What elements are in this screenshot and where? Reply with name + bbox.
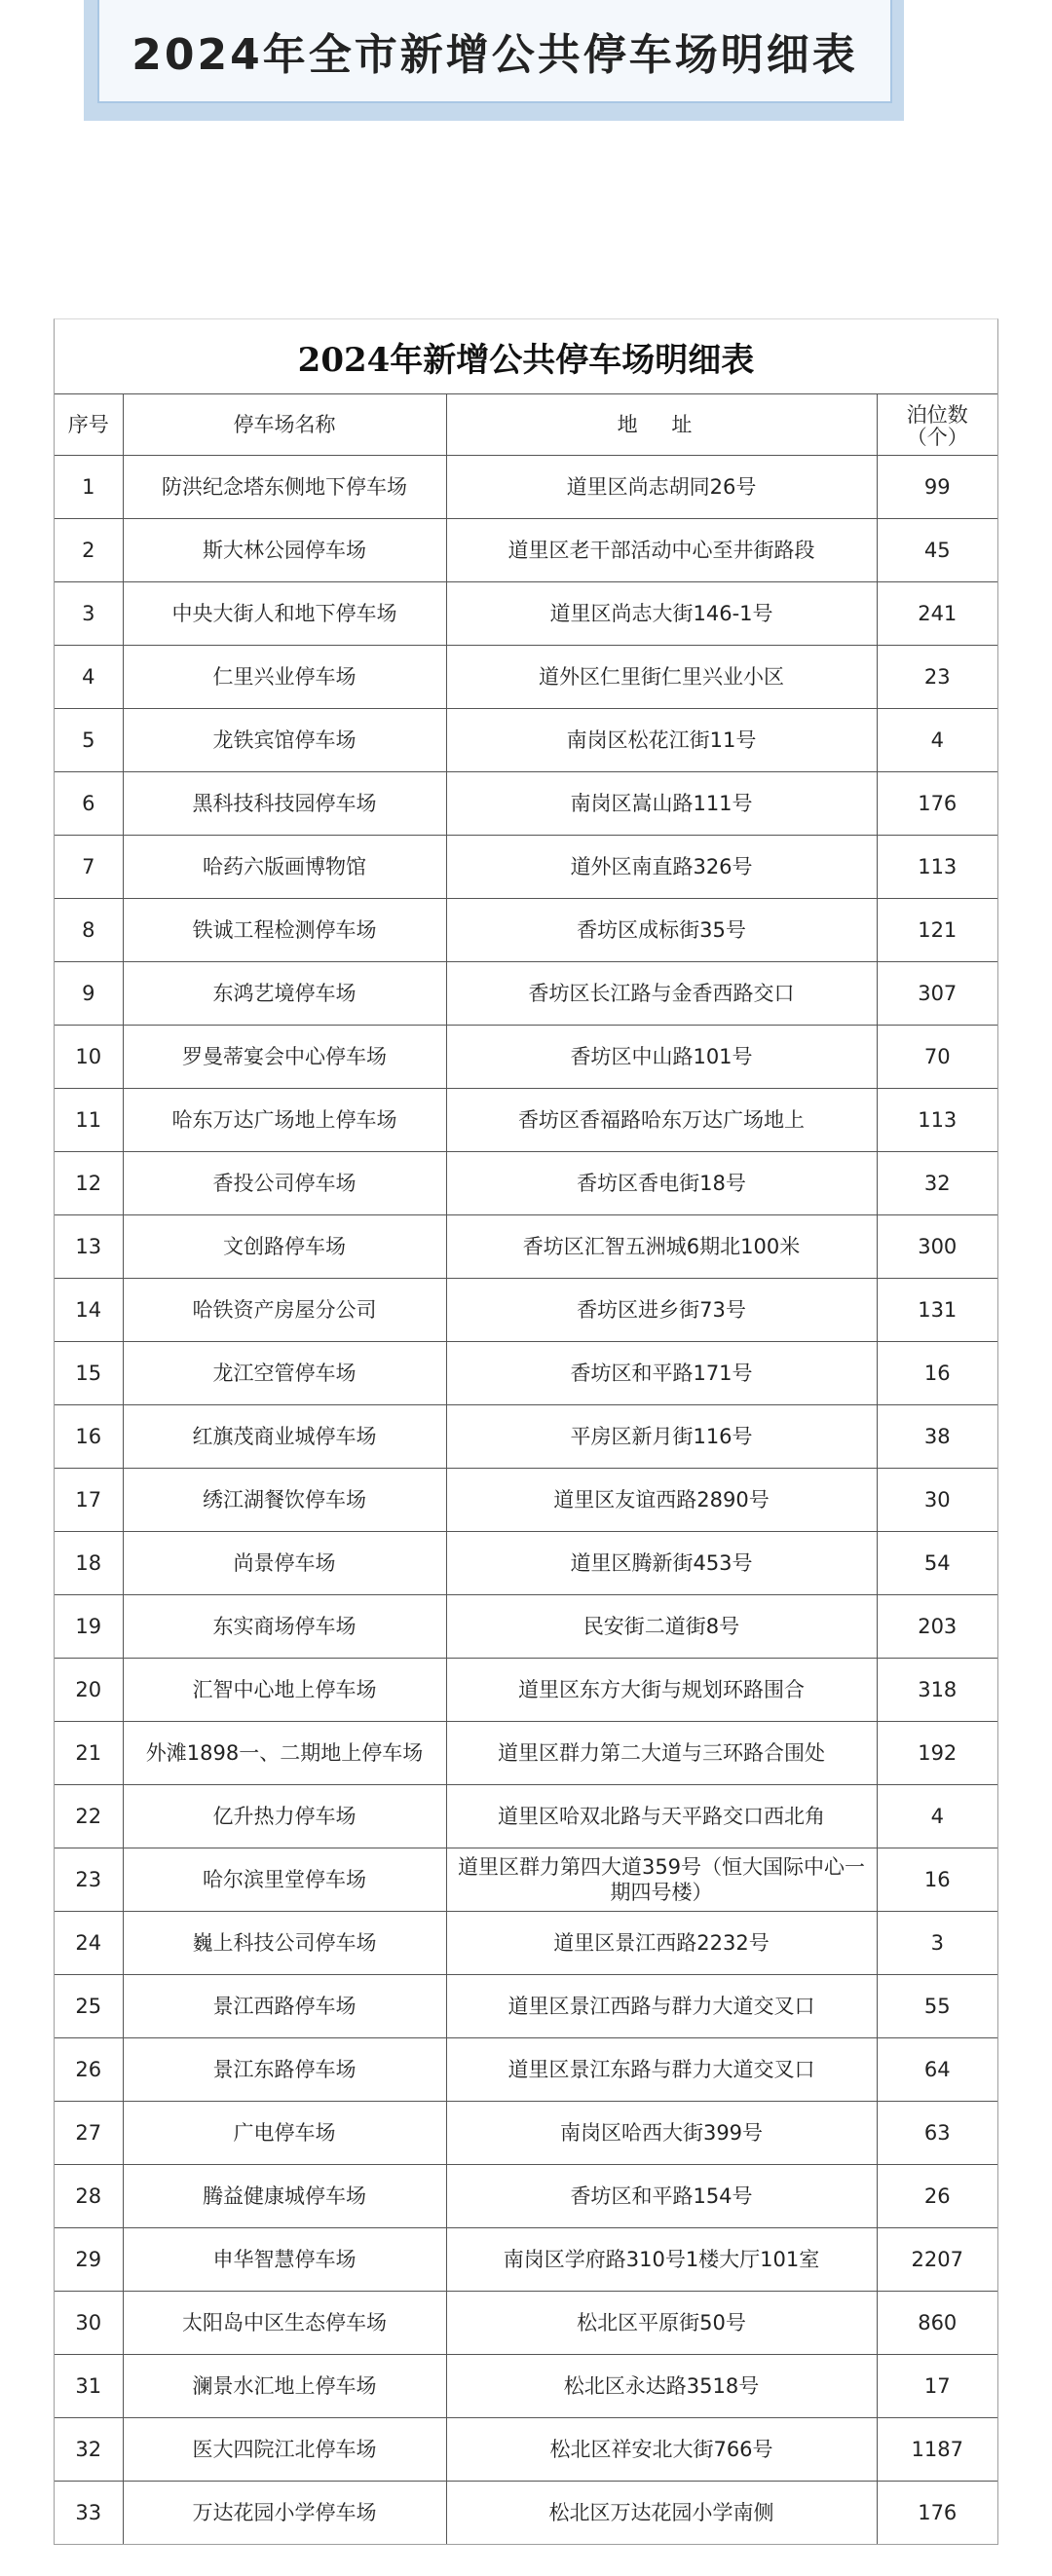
table-row (55, 1722, 997, 1785)
cell-address: 道外区仁里街仁里兴业小区 (446, 646, 877, 709)
cell-spaces: 131 (877, 1279, 997, 1342)
cell-name: 广电停车场 (123, 2102, 446, 2165)
cell-spaces: 38 (877, 1405, 997, 1469)
table-row (55, 2482, 997, 2545)
cell-name: 绣江湖餐饮停车场 (123, 1469, 446, 1532)
cell-address: 香坊区香福路哈东万达广场地上 (446, 1089, 877, 1152)
cell-index: 27 (55, 2102, 123, 2165)
cell-spaces: 2207 (877, 2228, 997, 2292)
table-row (55, 2102, 997, 2165)
table-row (55, 2292, 997, 2355)
cell-index: 15 (55, 1342, 123, 1405)
cell-name: 景江西路停车场 (123, 1975, 446, 2038)
cell-spaces: 860 (877, 2292, 997, 2355)
table-row (55, 1215, 997, 1279)
cell-index: 26 (55, 2038, 123, 2102)
cell-name: 哈东万达广场地上停车场 (123, 1089, 446, 1152)
cell-name: 哈尔滨里堂停车场 (123, 1848, 446, 1912)
cell-name: 万达花园小学停车场 (123, 2482, 446, 2545)
table-caption: 2024年新增公共停车场明细表 (55, 319, 997, 394)
header-address: 地 址 (446, 394, 877, 456)
table-row (55, 836, 997, 899)
table-row (55, 2038, 997, 2102)
cell-spaces: 30 (877, 1469, 997, 1532)
table-row (55, 456, 997, 519)
cell-address: 道里区景江西路2232号 (446, 1912, 877, 1975)
cell-spaces: 16 (877, 1342, 997, 1405)
cell-spaces: 113 (877, 836, 997, 899)
cell-index: 17 (55, 1469, 123, 1532)
table-row (55, 2355, 997, 2418)
cell-index: 14 (55, 1279, 123, 1342)
table-row (55, 582, 997, 646)
table-row (55, 1279, 997, 1342)
cell-spaces: 16 (877, 1848, 997, 1912)
cell-name: 香投公司停车场 (123, 1152, 446, 1215)
cell-spaces: 203 (877, 1595, 997, 1659)
header-index: 序号 (55, 394, 123, 456)
cell-address: 道里区哈双北路与天平路交口西北角 (446, 1785, 877, 1848)
table-row (55, 1912, 997, 1975)
cell-address: 松北区万达花园小学南侧 (446, 2482, 877, 2545)
cell-spaces: 241 (877, 582, 997, 646)
cell-spaces: 23 (877, 646, 997, 709)
cell-name: 黑科技科技园停车场 (123, 772, 446, 836)
cell-name: 太阳岛中区生态停车场 (123, 2292, 446, 2355)
cell-index: 1 (55, 456, 123, 519)
parking-table-container (54, 318, 998, 2545)
table-body (55, 456, 997, 2545)
cell-index: 11 (55, 1089, 123, 1152)
table-row (55, 646, 997, 709)
table-row (55, 962, 997, 1026)
cell-address: 香坊区进乡街73号 (446, 1279, 877, 1342)
table-row (55, 1152, 997, 1215)
header-spaces-line2: （个） (906, 426, 968, 449)
cell-address: 道里区尚志胡同26号 (446, 456, 877, 519)
header-spaces-line1: 泊位数 (906, 403, 968, 427)
cell-name: 汇智中心地上停车场 (123, 1659, 446, 1722)
cell-name: 亿升热力停车场 (123, 1785, 446, 1848)
cell-index: 8 (55, 899, 123, 962)
cell-name: 尚景停车场 (123, 1532, 446, 1595)
table-row (55, 1405, 997, 1469)
cell-address: 香坊区和平路154号 (446, 2165, 877, 2228)
cell-address: 道里区老干部活动中心至井街路段 (446, 519, 877, 582)
cell-name: 哈铁资产房屋分公司 (123, 1279, 446, 1342)
cell-name: 东实商场停车场 (123, 1595, 446, 1659)
cell-address: 香坊区汇智五洲城6期北100米 (446, 1215, 877, 1279)
cell-spaces: 300 (877, 1215, 997, 1279)
cell-index: 13 (55, 1215, 123, 1279)
table-row (55, 1659, 997, 1722)
cell-address: 道里区景江西路与群力大道交叉口 (446, 1975, 877, 2038)
cell-address: 道里区群力第二大道与三环路合围处 (446, 1722, 877, 1785)
cell-address: 松北区永达路3518号 (446, 2355, 877, 2418)
cell-name: 斯大林公园停车场 (123, 519, 446, 582)
cell-index: 16 (55, 1405, 123, 1469)
cell-index: 18 (55, 1532, 123, 1595)
cell-index: 24 (55, 1912, 123, 1975)
cell-index: 9 (55, 962, 123, 1026)
header-name: 停车场名称 (123, 394, 446, 456)
cell-name: 防洪纪念塔东侧地下停车场 (123, 456, 446, 519)
cell-spaces: 63 (877, 2102, 997, 2165)
cell-address: 南岗区松花江街11号 (446, 709, 877, 772)
page-title: 2024年全市新增公共停车场明细表 (132, 30, 858, 80)
cell-index: 33 (55, 2482, 123, 2545)
table-header-row (55, 394, 997, 456)
cell-spaces: 192 (877, 1722, 997, 1785)
cell-spaces: 318 (877, 1659, 997, 1722)
table-row (55, 1848, 997, 1912)
table-row (55, 899, 997, 962)
cell-address: 南岗区嵩山路111号 (446, 772, 877, 836)
cell-spaces: 121 (877, 899, 997, 962)
cell-address: 香坊区香电街18号 (446, 1152, 877, 1215)
cell-index: 25 (55, 1975, 123, 2038)
cell-spaces: 1187 (877, 2418, 997, 2482)
cell-index: 29 (55, 2228, 123, 2292)
cell-name: 哈药六版画博物馆 (123, 836, 446, 899)
cell-address: 民安街二道街8号 (446, 1595, 877, 1659)
cell-name: 罗曼蒂宴会中心停车场 (123, 1026, 446, 1089)
table-row (55, 772, 997, 836)
cell-name: 铁诚工程检测停车场 (123, 899, 446, 962)
cell-spaces: 64 (877, 2038, 997, 2102)
cell-name: 澜景水汇地上停车场 (123, 2355, 446, 2418)
cell-spaces: 26 (877, 2165, 997, 2228)
header-spaces (877, 394, 997, 456)
cell-index: 22 (55, 1785, 123, 1848)
cell-index: 19 (55, 1595, 123, 1659)
cell-spaces: 3 (877, 1912, 997, 1975)
cell-spaces: 70 (877, 1026, 997, 1089)
cell-name: 龙铁宾馆停车场 (123, 709, 446, 772)
cell-spaces: 54 (877, 1532, 997, 1595)
cell-name: 仁里兴业停车场 (123, 646, 446, 709)
cell-address: 南岗区学府路310号1楼大厅101室 (446, 2228, 877, 2292)
cell-index: 3 (55, 582, 123, 646)
cell-spaces: 307 (877, 962, 997, 1026)
cell-address: 道里区景江东路与群力大道交叉口 (446, 2038, 877, 2102)
cell-index: 21 (55, 1722, 123, 1785)
cell-name: 红旗茂商业城停车场 (123, 1405, 446, 1469)
table-row (55, 1595, 997, 1659)
cell-index: 7 (55, 836, 123, 899)
cell-name: 申华智慧停车场 (123, 2228, 446, 2292)
table-row (55, 2418, 997, 2482)
cell-spaces: 4 (877, 1785, 997, 1848)
cell-name: 东鸿艺境停车场 (123, 962, 446, 1026)
cell-address: 道里区群力第四大道359号（恒大国际中心一期四号楼） (446, 1848, 877, 1912)
cell-address: 南岗区哈西大街399号 (446, 2102, 877, 2165)
cell-index: 30 (55, 2292, 123, 2355)
cell-name: 腾益健康城停车场 (123, 2165, 446, 2228)
cell-index: 20 (55, 1659, 123, 1722)
cell-name: 巍上科技公司停车场 (123, 1912, 446, 1975)
cell-name: 龙江空管停车场 (123, 1342, 446, 1405)
table-row (55, 1785, 997, 1848)
cell-spaces: 176 (877, 2482, 997, 2545)
cell-index: 28 (55, 2165, 123, 2228)
cell-spaces: 55 (877, 1975, 997, 2038)
cell-index: 5 (55, 709, 123, 772)
cell-address: 道里区尚志大街146-1号 (446, 582, 877, 646)
cell-spaces: 176 (877, 772, 997, 836)
cell-name: 景江东路停车场 (123, 2038, 446, 2102)
cell-spaces: 32 (877, 1152, 997, 1215)
cell-name: 外滩1898一、二期地上停车场 (123, 1722, 446, 1785)
cell-address: 道外区南直路326号 (446, 836, 877, 899)
cell-address: 香坊区成标街35号 (446, 899, 877, 962)
table-row (55, 519, 997, 582)
cell-address: 松北区平原街50号 (446, 2292, 877, 2355)
cell-address: 道里区腾新街453号 (446, 1532, 877, 1595)
table-row (55, 1026, 997, 1089)
cell-address: 道里区东方大街与规划环路围合 (446, 1659, 877, 1722)
table-row (55, 709, 997, 772)
table-row (55, 1469, 997, 1532)
cell-spaces: 4 (877, 709, 997, 772)
parking-table (55, 394, 997, 2544)
cell-address: 香坊区中山路101号 (446, 1026, 877, 1089)
cell-address: 平房区新月街116号 (446, 1405, 877, 1469)
cell-name: 医大四院江北停车场 (123, 2418, 446, 2482)
cell-index: 6 (55, 772, 123, 836)
cell-name: 文创路停车场 (123, 1215, 446, 1279)
header-banner (97, 0, 892, 103)
table-row (55, 1089, 997, 1152)
cell-spaces: 45 (877, 519, 997, 582)
cell-index: 10 (55, 1026, 123, 1089)
cell-address: 香坊区和平路171号 (446, 1342, 877, 1405)
table-row (55, 1532, 997, 1595)
table-row (55, 1342, 997, 1405)
cell-name: 中央大街人和地下停车场 (123, 582, 446, 646)
cell-address: 松北区祥安北大街766号 (446, 2418, 877, 2482)
cell-spaces: 99 (877, 456, 997, 519)
cell-index: 23 (55, 1848, 123, 1912)
cell-address: 道里区友谊西路2890号 (446, 1469, 877, 1532)
cell-index: 4 (55, 646, 123, 709)
cell-index: 2 (55, 519, 123, 582)
cell-spaces: 113 (877, 1089, 997, 1152)
table-row (55, 2228, 997, 2292)
table-row (55, 1975, 997, 2038)
table-row (55, 2165, 997, 2228)
cell-address: 香坊区长江路与金香西路交口 (446, 962, 877, 1026)
cell-index: 31 (55, 2355, 123, 2418)
cell-index: 12 (55, 1152, 123, 1215)
cell-spaces: 17 (877, 2355, 997, 2418)
cell-index: 32 (55, 2418, 123, 2482)
